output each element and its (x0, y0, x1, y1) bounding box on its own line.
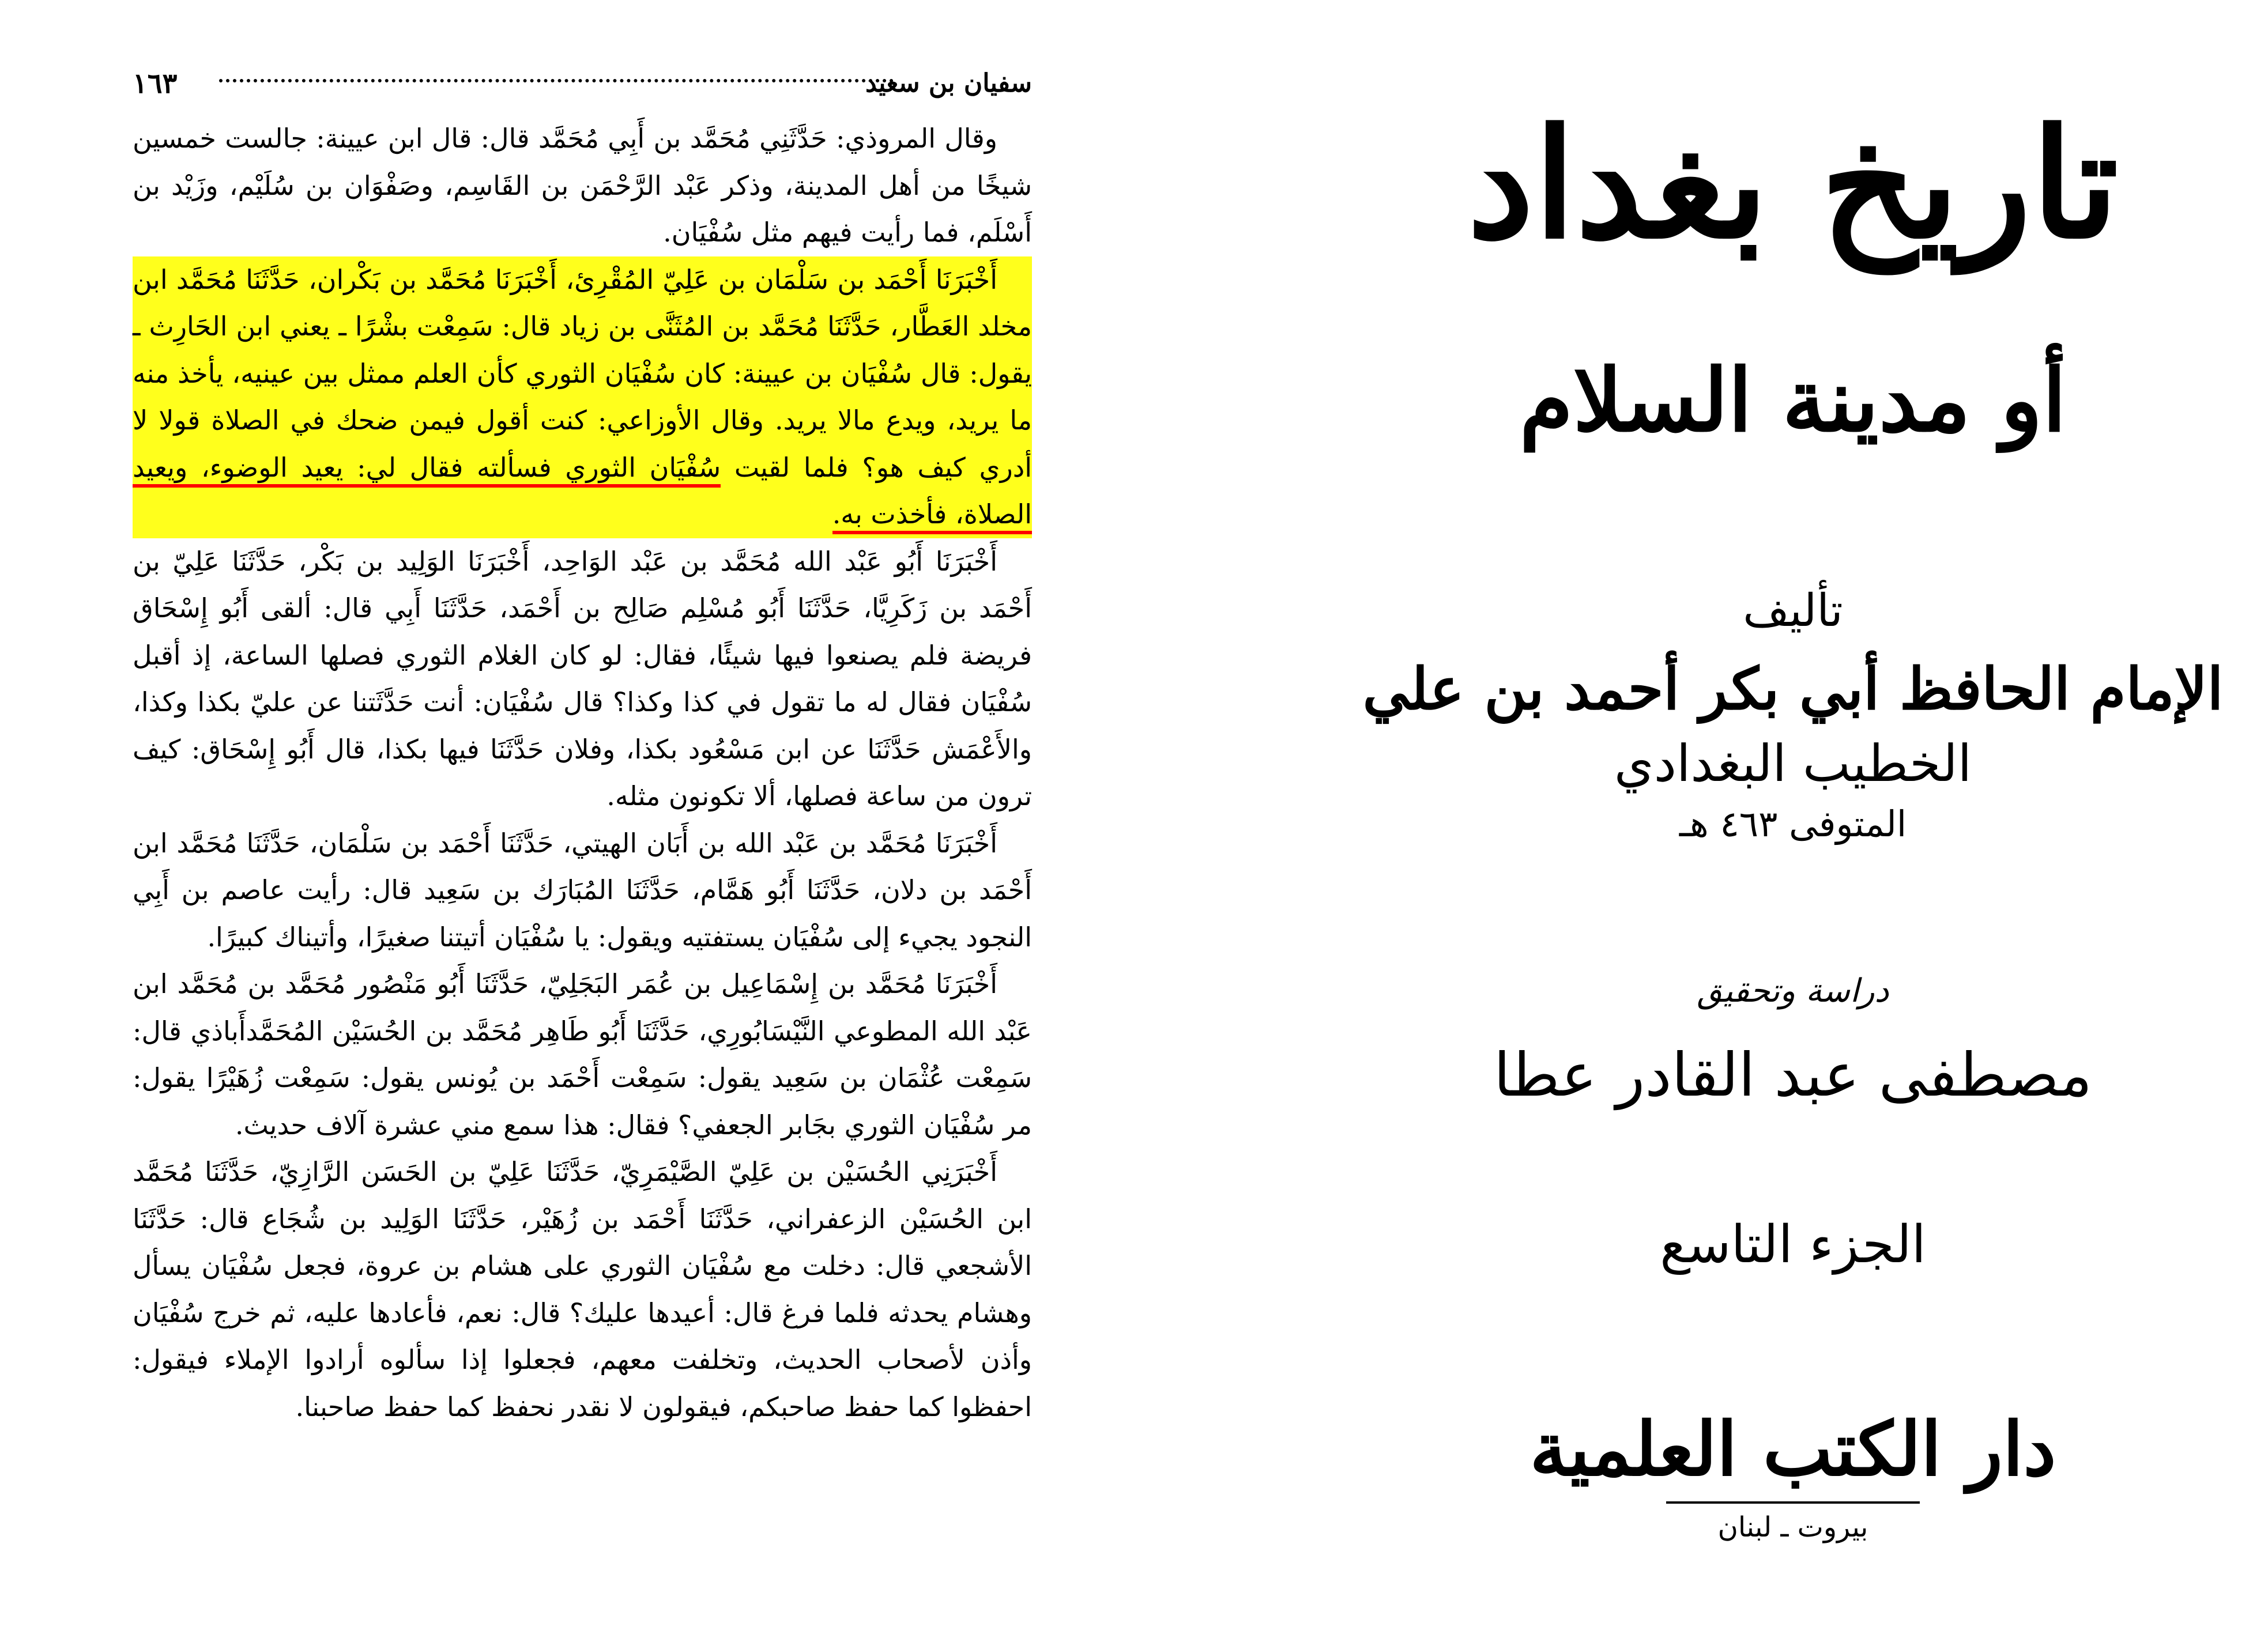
page-number: ١٦٣ (133, 67, 178, 100)
paragraph: أَخْبَرَنَا مُحَمَّد بن عَبْد الله بن أَبَان الهيتي، حَدَّثَنَا أَحْمَد بن سَلْمَان، حَدَّثَنَا مُحَمَّد ابن أَحْمَد بن دلان، حَدَّثَنَا أَبُو هَمَّام، حَدَّثَنَا المُبَارَك بن سَعِيد قال: رأيت عاصم بن أَبِي النجود يجيء إلى سُفْيَان يستفتيه ويقول: يا سُفْيَان أتيتنا صغيرًا، وأتيناك كبيرًا. (133, 827, 1032, 953)
book-title: تاريخ بغداد (1467, 96, 2119, 272)
highlighted-text: أَخْبَرَنَا أَحْمَد بن سَلْمَان بن عَلِيّ المُقْرِئ، أَخْبَرَنَا مُحَمَّد بن بَكْران، حَدَّثَنَا مُحَمَّد ابن مخلد العَطَّار، حَدَّثَنَا مُحَمَّد بن المُثَنَّى بن زياد قال: سَمِعْت بشْرًا ـ يعني ابن الحَارِث ـ يقول: قال سُفْيَان بن عيينة: كان سُفْيَان الثوري كأن العلم ممثل بين عينيه، يأخذ منه ما يريد، ويدع مالا يريد. وقال الأوزاعي: كنت أقول فيمن ضحك في الصلاة قولا لا أدري كيف هو؟ فلما لقيت (133, 263, 1032, 483)
authorship-label: تأليف (1743, 585, 1843, 637)
title-page (1343, 69, 2243, 1596)
author-nisba: الخطيب البغدادي (1614, 734, 1972, 793)
author-death-date: المتوفى ٤٦٣ هـ (1679, 803, 1907, 845)
running-head (133, 66, 1032, 118)
author-name: الإمام الحافظ أبي بكر أحمد بن علي (1362, 655, 2224, 723)
paragraph: أَخْبَرَنِي الحُسَيْن بن عَلِيّ الصَّيْمَرِيّ، حَدَّثَنَا عَلِيّ بن الحَسَن الرَّازِيّ، حَدَّثَنَا مُحَمَّد ابن الحُسَيْن الزعفراني، حَدَّثَنَا أَحْمَد بن زُهَيْر، حَدَّثَنَا الوَلِيد بن شُجَاع قال: حَدَّثَنَا الأشجعي قال: دخلت مع سُفْيَان الثوري على هشام بن عروة، فجعل سُفْيَان يسأل وهشام يحدثه فلما فرغ قال: أعيدها عليك؟ قال: نعم، فأعادها عليه، ثم خرج سُفْيَان وأذن لأصحاب الحديث، وتخلفت معهم، فجعلوا إذا سألوه أرادوا الإملاء فيقول: احفظوا كما حفظ صاحبكم، فيقولون لا نقدر نحفظ كما حفظ صاحبنا. (133, 1156, 1032, 1422)
red-underlined-text: سُفْيَان الثوري فسألته فقال لي: يعيد الوضوء، ويعيد الصلاة، فأخذت به. (133, 452, 1032, 535)
paragraph: وقال المروذي: حَدَّثَنِي مُحَمَّد بن أَبِي مُحَمَّد قال: قال ابن عيينة: جالست خمسين شيخًا من أهل المدينة، وذكر عَبْد الرَّحْمَن بن القَاسِم، وصَفْوَان بن سُلَيْم، وزَيْد بن أَسْلَم، فما رأيت فيهم مثل سُفْيَان. (133, 123, 1032, 248)
text-page (133, 55, 1032, 1599)
body-text (133, 115, 1032, 1430)
paragraph: أَخْبَرَنَا مُحَمَّد بن إِسْمَاعِيل بن عُمَر البَجَلِيّ، حَدَّثَنَا أَبُو مَنْصُور مُحَمَّد بن مُحَمَّد ابن عَبْد الله المطوعي النَّيْسَابُورِي، حَدَّثَنَا أَبُو طَاهِر مُحَمَّد بن الحُسَيْن المُحَمَّدأَباذي قال: سَمِعْت عُثْمَان بن سَعِيد يقول: سَمِعْت أَحْمَد بن يُونس يقول: سَمِعْت زُهَيْرًا يقول: مر سُفْيَان الثوري بجَابر الجعفي؟ فقال: هذا سمع مني عشرة آلاف حديث. (133, 968, 1032, 1141)
running-title: سفيان بن سعيد (865, 69, 1032, 98)
publisher-logo: دار الكتب العلمية (1529, 1406, 2056, 1493)
editor-name: مصطفى عبد القادر عطا (1493, 1040, 2093, 1110)
leader-dots (219, 79, 894, 82)
book-subtitle: أو مدينة السلام (1519, 350, 2067, 451)
publisher-rule (1666, 1501, 1920, 1504)
study-label: دراسة وتحقيق (1697, 972, 1889, 1010)
paragraph: أَخْبَرَنَا أَبُو عَبْد الله مُحَمَّد بن عَبْد الوَاحِد، أَخْبَرَنَا الوَلِيد بن بَكْر، حَدَّثَنَا عَلِيّ بن أَحْمَد بن زَكَرِيَّا، حَدَّثَنَا أَبُو مُسْلِم صَالِح بن أَحْمَد، حَدَّثَنَا أَبِي قال: ألقى أَبُو إِسْحَاق فريضة فلم يصنعوا فيها شيئًا، فقال: لو كان الغلام الثوري فصلها الساعة، إذ أقبل سُفْيَان فقال له ما تقول في كذا وكذا؟ قال سُفْيَان: أنت حَدَّثَتنا عن عليّ بكذا وكذا، والأَعْمَش حَدَّثَنَا عن ابن مَسْعُود بكذا، وفلان حَدَّثَنَا فيها بكذا، قال أَبُو إِسْحَاق: كيف ترون من ساعة فصلها، ألا تكونون مثله. (133, 545, 1032, 811)
publisher-city: بيروت ـ لبنان (1717, 1511, 1868, 1543)
highlighted-paragraph (133, 256, 1032, 538)
volume-label: الجزء التاسع (1660, 1214, 1926, 1275)
